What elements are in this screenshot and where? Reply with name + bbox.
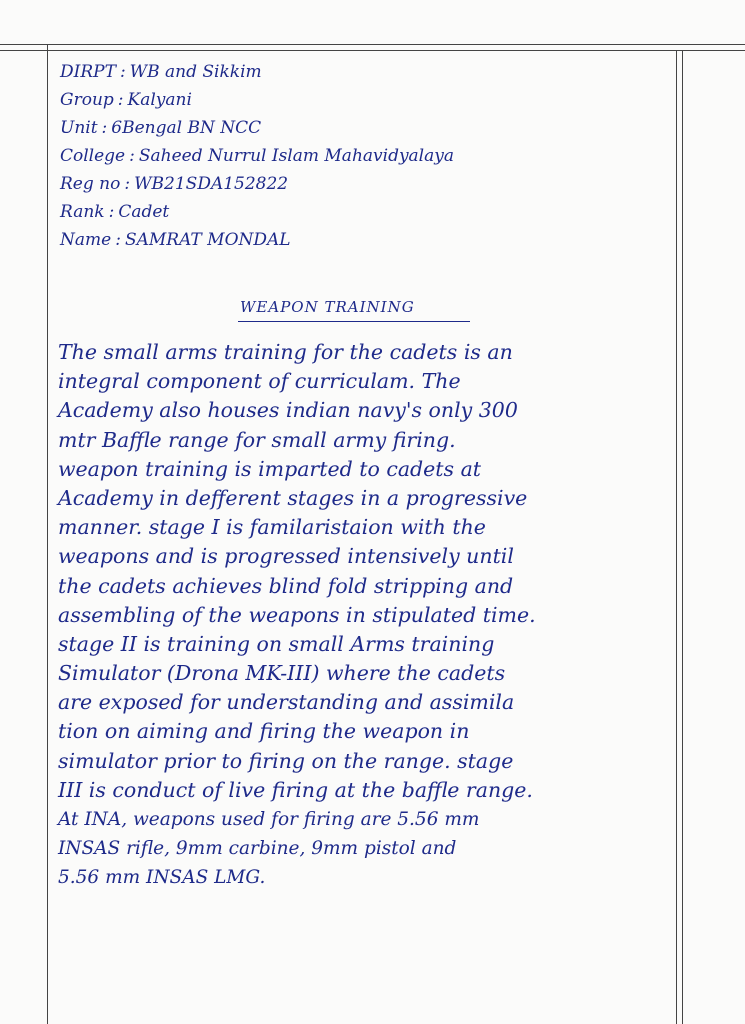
detail-value: Cadet	[118, 202, 170, 222]
detail-label: Name	[60, 230, 112, 250]
essay-body	[58, 338, 682, 893]
essay-line: Academy also houses indian navy's only 300	[58, 398, 518, 423]
detail-value: WB and Sikkim	[129, 62, 262, 82]
detail-reg-no: Reg no : WB21SDA152822	[60, 170, 660, 198]
page-title: WEAPON TRAINING	[240, 298, 415, 316]
essay-line: weapons and is progressed intensively until	[58, 544, 514, 569]
essay-line: III is conduct of live firing at the baffle range.	[58, 777, 533, 802]
essay-line: integral component of curriculam. The	[58, 369, 461, 394]
detail-dirpt: DIRPT : WB and Sikkim	[60, 58, 660, 86]
detail-rank: Rank : Cadet	[60, 198, 660, 226]
detail-value: WB21SDA152822	[134, 174, 289, 194]
detail-label: Group	[60, 90, 114, 110]
essay-line: 5.56 mm INSAS LMG.	[58, 867, 266, 889]
essay-line: The small arms training for the cadets is an	[58, 340, 513, 364]
detail-label: Reg no	[60, 174, 121, 194]
essay-line: manner. stage I is familaristaion with the	[58, 515, 486, 540]
essay-line: INSAS rifle, 9mm carbine, 9mm pistol and	[58, 838, 457, 860]
detail-value: SAMRAT MONDAL	[124, 230, 291, 250]
detail-value: 6Bengal BN NCC	[111, 118, 262, 138]
essay-line: At INA, weapons used for firing are 5.56 mm	[58, 809, 480, 830]
cadet-details	[60, 58, 660, 254]
top-rule-2	[0, 50, 745, 51]
essay-line: stage II is training on small Arms training	[58, 631, 495, 656]
essay-line: simulator prior to firing on the range. stage	[58, 748, 514, 773]
detail-name: Name : SAMRAT MONDAL	[60, 226, 660, 254]
detail-label: Rank	[60, 202, 105, 222]
essay-line: Academy in defferent stages in a progressive	[58, 485, 528, 510]
essay-line: assembling of the weapons in stipulated time.	[58, 602, 536, 627]
essay-line: tion on aiming and firing the weapon in	[58, 719, 470, 744]
essay-line: Simulator (Drona MK-III) where the cadets	[58, 661, 506, 686]
essay-line: are exposed for understanding and assimila	[58, 690, 515, 715]
essay-line: mtr Baffle range for small army firing.	[58, 427, 456, 452]
detail-group: Group : Kalyani	[60, 86, 660, 114]
right-margin-line-2	[682, 50, 683, 1024]
essay-line: the cadets achieves blind fold stripping and	[58, 573, 514, 598]
detail-unit: Unit : 6Bengal BN NCC	[60, 114, 660, 142]
detail-label: DIRPT	[60, 62, 116, 82]
left-margin-line	[47, 44, 48, 1024]
detail-value: Kalyani	[127, 90, 192, 110]
detail-value: Saheed Nurrul Islam Mahavidyalaya	[138, 146, 454, 166]
detail-label: Unit	[60, 118, 98, 138]
essay-line: weapon training is imparted to cadets at	[58, 456, 482, 481]
title-underline	[238, 321, 470, 322]
detail-college: College : Saheed Nurrul Islam Mahavidyalaya	[60, 142, 660, 170]
detail-label: College	[60, 146, 126, 166]
top-rule	[0, 44, 745, 45]
